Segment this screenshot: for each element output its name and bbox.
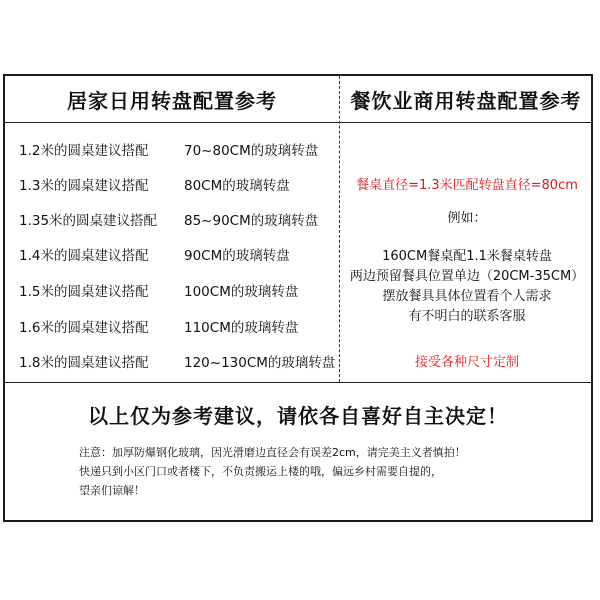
column-divider: [339, 76, 340, 382]
table-size: 1.2米的圆桌建议搭配: [19, 143, 149, 159]
header-divider: [5, 122, 591, 123]
glass-size: 90CM的玻璃转盘: [184, 248, 290, 264]
example-line: 两边预留餐具位置单边（20CM-35CM）: [349, 269, 585, 284]
glass-size: 110CM的玻璃转盘: [184, 320, 299, 336]
table-size: 1.4米的圆桌建议搭配: [19, 248, 149, 264]
glass-size: 120~130CM的玻璃转盘: [184, 355, 336, 371]
note-line: 注意：加厚防爆钢化玻璃，因光滑磨边直径会有误差2cm，请完美主义者慎拍！: [79, 446, 466, 459]
glass-size: 100CM的玻璃转盘: [184, 284, 299, 300]
glass-size: 70~80CM的玻璃转盘: [184, 143, 319, 159]
note-line: 望亲们谅解！: [79, 484, 145, 497]
glass-size: 80CM的玻璃转盘: [184, 178, 290, 194]
example-label: 例如：: [447, 211, 487, 226]
home-header: 居家日用转盘配置参考: [67, 88, 277, 113]
example-line: 160CM餐桌配1.1米餐桌转盘: [382, 249, 552, 264]
table-size: 1.8米的圆桌建议搭配: [19, 355, 149, 371]
custom-size-note: 接受各种尺寸定制: [414, 355, 519, 370]
commercial-header: 餐饮业商用转盘配置参考: [350, 88, 582, 113]
example-line: 摆放餐具具体位置看个人需求: [382, 289, 552, 304]
table-size: 1.35米的圆桌建议搭配: [19, 213, 158, 229]
note-line: 快递只到小区门口或者楼下，不负责搬运上楼的哦，偏远乡村需要自提的，: [79, 465, 442, 478]
table-size: 1.5米的圆桌建议搭配: [19, 284, 149, 300]
glass-size: 85~90CM的玻璃转盘: [184, 213, 319, 229]
table-size: 1.6米的圆桌建议搭配: [19, 320, 149, 336]
table-size: 1.3米的圆桌建议搭配: [19, 178, 149, 194]
summary-text: 以上仅为参考建议，请依各自喜好自主决定！: [88, 404, 508, 428]
commercial-rule: 餐桌直径=1.3米匹配转盘直径=80cm: [356, 178, 578, 193]
body-divider: [5, 382, 591, 383]
example-line: 有不明白的联系客服: [408, 309, 526, 324]
reference-table: [3, 74, 593, 522]
